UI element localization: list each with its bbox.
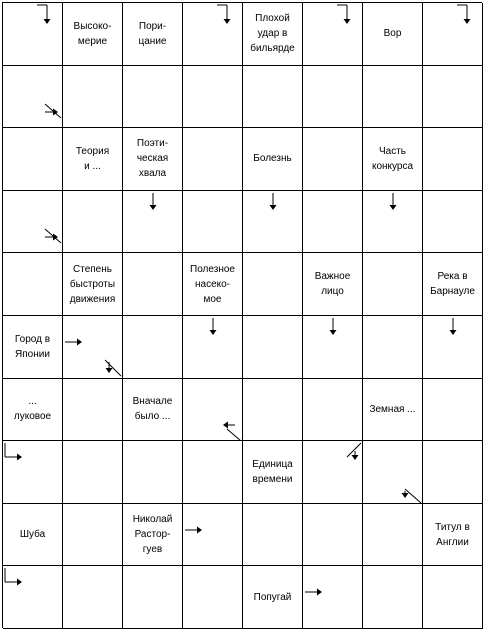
answer-cell[interactable] xyxy=(3,66,63,129)
answer-cell[interactable] xyxy=(363,66,423,129)
clue-text: Вначале было ... xyxy=(132,396,173,423)
crossword-grid xyxy=(2,2,482,628)
clue-cell xyxy=(123,128,183,191)
clue-cell xyxy=(123,3,183,66)
answer-cell[interactable] xyxy=(183,3,243,66)
clue-text: Река в Барнауле xyxy=(430,271,475,298)
arrow-icon xyxy=(183,504,243,567)
answer-cell[interactable] xyxy=(183,566,243,629)
answer-cell[interactable] xyxy=(183,441,243,504)
answer-cell[interactable] xyxy=(303,316,363,379)
clue-cell xyxy=(423,504,483,567)
clue-text: Поэти- ческая хвала xyxy=(136,138,169,180)
clue-cell xyxy=(243,128,303,191)
clue-cell xyxy=(363,128,423,191)
clue-text: Важное лицо xyxy=(314,271,351,298)
clue-text: Высоко- мерие xyxy=(73,20,112,47)
answer-cell[interactable] xyxy=(303,191,363,254)
arrow-icon xyxy=(243,191,303,254)
arrow-icon xyxy=(183,3,243,66)
clue-text: Пори- цание xyxy=(138,20,167,47)
clue-cell xyxy=(423,253,483,316)
arrow-icon xyxy=(3,3,63,66)
answer-cell[interactable] xyxy=(3,441,63,504)
clue-cell xyxy=(123,504,183,567)
arrow-icon xyxy=(303,316,363,379)
clue-cell xyxy=(243,441,303,504)
clue-cell xyxy=(3,316,63,379)
answer-cell[interactable] xyxy=(243,191,303,254)
clue-cell xyxy=(3,379,63,442)
answer-cell[interactable] xyxy=(363,504,423,567)
answer-cell[interactable] xyxy=(243,66,303,129)
arrow-icon xyxy=(363,441,423,504)
clue-cell xyxy=(183,253,243,316)
clue-text: Земная ... xyxy=(369,403,416,415)
clue-text: Полезное насеко- мое xyxy=(190,263,235,305)
answer-cell[interactable] xyxy=(183,66,243,129)
answer-cell[interactable] xyxy=(243,316,303,379)
answer-cell[interactable] xyxy=(123,441,183,504)
arrow-icon xyxy=(3,191,63,254)
arrow-icon xyxy=(63,316,123,379)
clue-text: Часть конкурса xyxy=(371,145,414,172)
clue-text: Плохой удар в бильярде xyxy=(250,13,295,55)
answer-cell[interactable] xyxy=(63,441,123,504)
clue-text: Город в Японии xyxy=(14,333,51,360)
arrow-icon xyxy=(423,3,483,66)
answer-cell[interactable] xyxy=(423,3,483,66)
answer-cell[interactable] xyxy=(63,66,123,129)
clue-text: Титул в Англии xyxy=(435,521,470,548)
answer-cell[interactable] xyxy=(243,253,303,316)
clue-text: Единица времени xyxy=(252,458,293,485)
answer-cell[interactable] xyxy=(63,316,123,379)
clue-text: Попугай xyxy=(253,591,292,603)
arrow-icon xyxy=(303,441,363,504)
answer-cell[interactable] xyxy=(243,504,303,567)
answer-cell[interactable] xyxy=(303,128,363,191)
answer-cell[interactable] xyxy=(123,191,183,254)
clue-cell xyxy=(243,3,303,66)
answer-cell[interactable] xyxy=(303,566,363,629)
answer-cell[interactable] xyxy=(363,441,423,504)
answer-cell[interactable] xyxy=(423,566,483,629)
answer-cell[interactable] xyxy=(183,379,243,442)
answer-cell[interactable] xyxy=(63,566,123,629)
answer-cell[interactable] xyxy=(303,3,363,66)
answer-cell[interactable] xyxy=(183,191,243,254)
answer-cell[interactable] xyxy=(183,316,243,379)
clue-text: Болезнь xyxy=(253,153,292,165)
answer-cell[interactable] xyxy=(63,379,123,442)
answer-cell[interactable] xyxy=(243,379,303,442)
clue-cell xyxy=(363,379,423,442)
answer-cell[interactable] xyxy=(123,316,183,379)
answer-cell[interactable] xyxy=(3,566,63,629)
arrow-icon xyxy=(363,191,423,254)
clue-cell xyxy=(363,3,423,66)
clue-cell xyxy=(303,253,363,316)
answer-cell[interactable] xyxy=(363,253,423,316)
clue-cell xyxy=(3,504,63,567)
clue-text: Теория и ... xyxy=(75,145,110,172)
answer-cell[interactable] xyxy=(3,3,63,66)
clue-cell xyxy=(63,3,123,66)
clue-text: Степень быстроты движения xyxy=(69,263,116,305)
answer-cell[interactable] xyxy=(423,191,483,254)
answer-cell[interactable] xyxy=(363,191,423,254)
answer-cell[interactable] xyxy=(183,504,243,567)
answer-cell[interactable] xyxy=(123,253,183,316)
arrow-icon xyxy=(303,3,363,66)
clue-text: Вор xyxy=(383,28,402,40)
answer-cell[interactable] xyxy=(63,504,123,567)
answer-cell[interactable] xyxy=(303,379,363,442)
clue-cell xyxy=(123,379,183,442)
arrow-icon xyxy=(183,379,243,442)
clue-text: ... луковое xyxy=(13,396,52,423)
arrow-icon xyxy=(3,66,63,129)
arrow-icon xyxy=(423,316,483,379)
answer-cell[interactable] xyxy=(183,128,243,191)
arrow-icon xyxy=(183,316,243,379)
answer-cell[interactable] xyxy=(3,128,63,191)
answer-cell[interactable] xyxy=(123,66,183,129)
answer-cell[interactable] xyxy=(423,316,483,379)
clue-text: Шуба xyxy=(19,529,46,541)
answer-cell[interactable] xyxy=(123,566,183,629)
arrow-icon xyxy=(3,566,63,629)
answer-cell[interactable] xyxy=(423,128,483,191)
answer-cell[interactable] xyxy=(303,441,363,504)
answer-cell[interactable] xyxy=(303,66,363,129)
answer-cell[interactable] xyxy=(423,441,483,504)
answer-cell[interactable] xyxy=(423,66,483,129)
arrow-icon xyxy=(3,441,63,504)
answer-cell[interactable] xyxy=(3,253,63,316)
answer-cell[interactable] xyxy=(3,191,63,254)
answer-cell[interactable] xyxy=(363,566,423,629)
arrow-icon xyxy=(303,566,363,629)
clue-text: Николай Растор- гуев xyxy=(132,514,173,556)
answer-cell[interactable] xyxy=(363,316,423,379)
clue-cell xyxy=(63,128,123,191)
answer-cell[interactable] xyxy=(423,379,483,442)
answer-cell[interactable] xyxy=(303,504,363,567)
clue-cell xyxy=(243,566,303,629)
answer-cell[interactable] xyxy=(63,191,123,254)
clue-cell xyxy=(63,253,123,316)
arrow-icon xyxy=(123,191,183,254)
